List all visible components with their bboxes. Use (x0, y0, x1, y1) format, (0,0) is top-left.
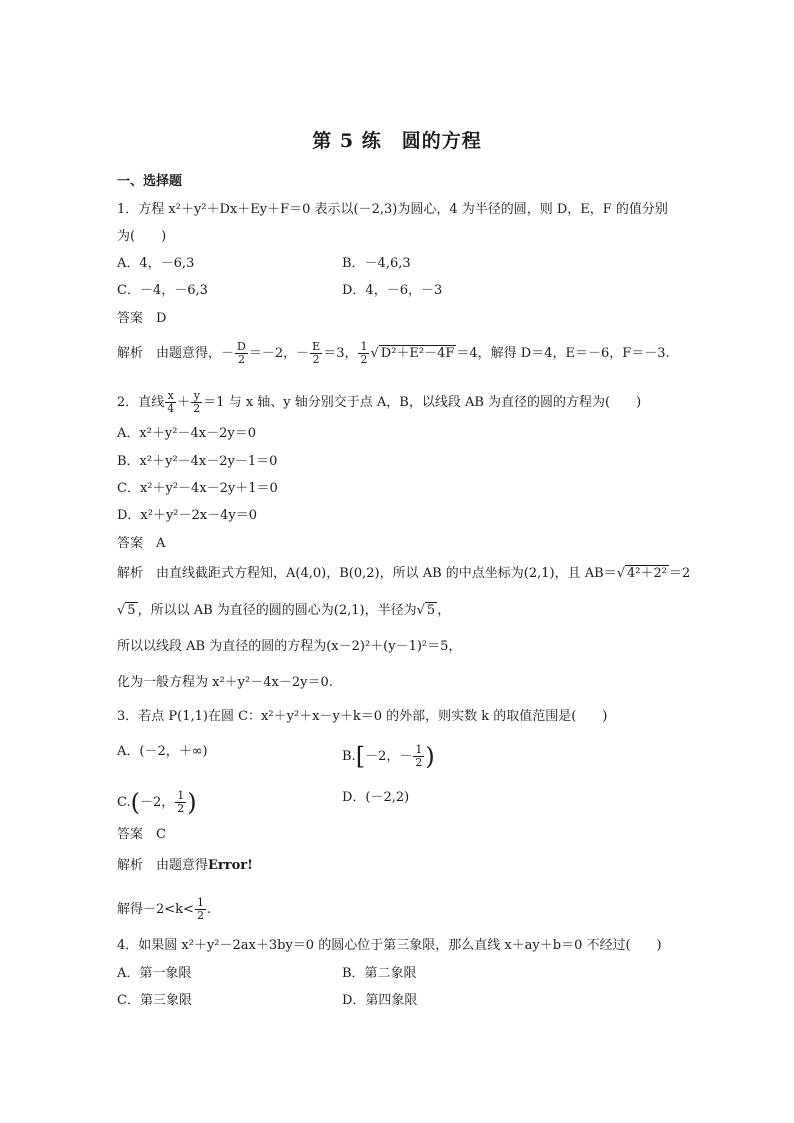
q2-solution-line1: 解析 由直线截距式方程知，A(4,0)，B(0,2)，所以 AB 的中点坐标为(2,1)，且 AB＝√ 4²＋2² ＝2 (117, 566, 691, 581)
q1-frac-e: $\frac{E}{2}$ (312, 340, 321, 366)
q3-stem: 3．若点 P(1,1)在圆 C：x²＋y²＋x－y＋k＝0 的外部，则实数 k 的取值范围是( ) (117, 709, 608, 724)
q2-solution-line4: 化为一般方程为 x²＋y²－4x－2y＝0. (117, 675, 333, 690)
q2-solution-line3: 所以以线段 AB 为直径的圆的方程为(x－2)²＋(y－1)²＝5， (117, 639, 462, 654)
q2-option-a: A．x²＋y²－4x－2y＝0 (117, 426, 256, 441)
q4-option-d: D．第四象限 (342, 993, 418, 1008)
q3-solution-line2: 解得－2<k< $\frac{1}{2}$ . (117, 896, 212, 922)
section-heading: 一、选择题 (117, 174, 183, 189)
q4-stem: 4．如果圆 x²＋y²－2ax＋3by＝0 的圆心位于第三象限，那么直线 x＋ay＋b＝0 不经过( ) (117, 938, 662, 953)
q2-solution-line2: √ 5 ，所以以 AB 为直径的圆的圆心为(2,1)，半径为√ 5 ， (117, 603, 451, 618)
q1-radicand: D²＋E²－4F (380, 346, 455, 361)
q3-error-text: Error! (208, 858, 253, 873)
q1-option-b: B．－4,6,3 (342, 256, 411, 271)
q4-option-c: C．第三象限 (117, 993, 192, 1008)
q2-frac-y: $\frac{y}{2}$ (193, 389, 201, 415)
q3-option-c: C.(－2， $\frac{1}{2}$ ) (117, 788, 197, 817)
q2-option-c: C．x²＋y²－4x－2y＋1＝0 (117, 481, 278, 496)
q1-solution-label: 解析 由题意得， (117, 346, 222, 361)
q1-stem-line1: 1．方程 x²＋y²＋Dx＋Ey＋F＝0 表示以(－2,3)为圆心，4 为半径的圆，则 D，E，F 的值分别 (117, 202, 668, 217)
q1-option-c: C．－4，－6,3 (117, 283, 208, 298)
q3-option-b: B.[－2，－ $\frac{1}{2}$ ) (342, 742, 435, 771)
q1-option-d: D．4，－6，－3 (342, 283, 443, 298)
q2-option-b: B．x²＋y²－4x－2y－1＝0 (117, 454, 278, 469)
q2-stem: 2．直线 $\frac{x}{4}$ ＋ $\frac{y}{2}$ ＝1 与 x 轴、y 轴分别交于点 A，B，以线段 AB 为直径的圆的方程为( ) (117, 389, 642, 415)
q1-answer: 答案 D (117, 311, 167, 326)
q2-option-d: D．x²＋y²－2x－4y＝0 (117, 508, 258, 523)
q2-frac-x: $\frac{x}{4}$ (167, 389, 175, 415)
q1-frac-d: $\frac{D}{2}$ (237, 340, 246, 366)
q3-solution-line1: 解析 由题意得Error! (117, 858, 253, 873)
q4-option-b: B．第二象限 (342, 966, 417, 981)
q3-option-d: D．(－2,2) (342, 790, 410, 805)
q1-option-a: A．4，－6,3 (117, 256, 195, 271)
q3-answer: 答案 C (117, 827, 166, 842)
q2-answer: 答案 A (117, 536, 166, 551)
q1-frac-half: $\frac{1}{2}$ (360, 340, 368, 366)
q3-option-a: A．(－2，＋∞) (117, 744, 208, 759)
q4-option-a: A．第一象限 (117, 966, 192, 981)
q1-stem-line2: 为( ) (117, 229, 167, 244)
q1-solution: 解析 由题意得，－ $\frac{D}{2}$ ＝－2，－ $\frac{E}{2}$ ＝3， $\frac{1}{2}$ √ D²＋E²－4F ＝4，解得 D＝4，E＝－6，F＝－3. (117, 340, 670, 366)
page-title: 第 5 练 圆的方程 (312, 130, 482, 152)
